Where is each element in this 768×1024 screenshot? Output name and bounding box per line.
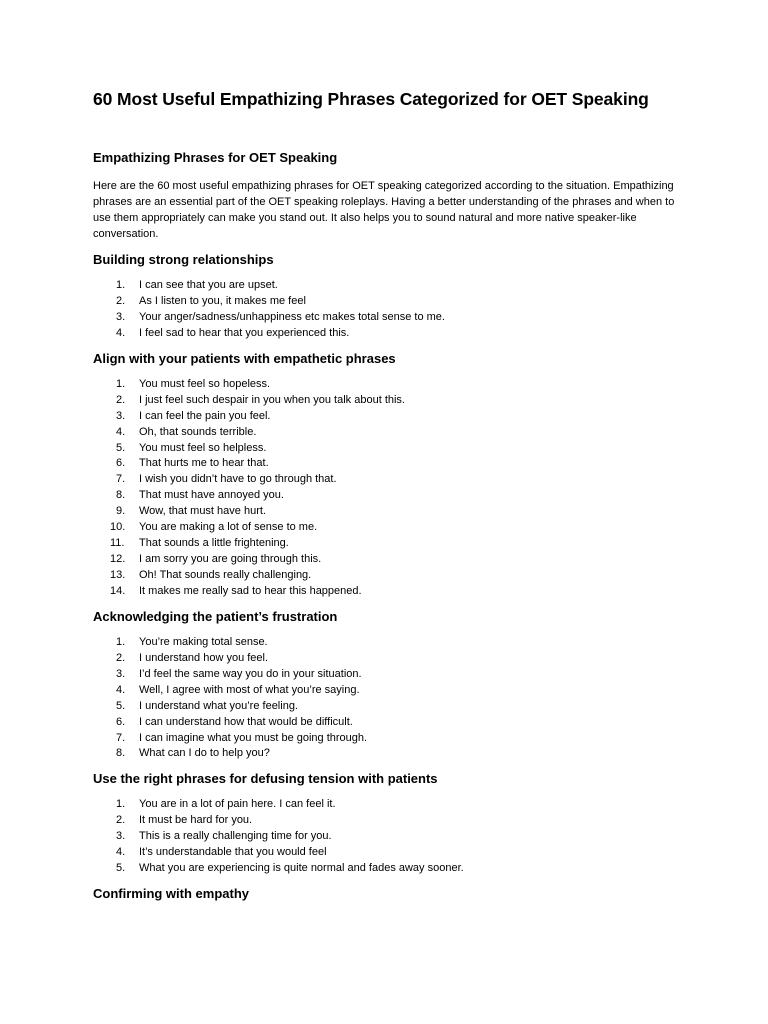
list-item-number: 14. bbox=[110, 584, 126, 597]
list-item bbox=[93, 409, 683, 425]
list-item bbox=[93, 441, 683, 457]
list-item-number: 6. bbox=[116, 457, 126, 470]
document-title: 60 Most Useful Empathizing Phrases Categorized for OET Speaking bbox=[93, 89, 649, 109]
phrase-list bbox=[93, 797, 683, 877]
list-item-number: 3. bbox=[116, 667, 126, 680]
list-item-text: It makes me really sad to hear this happened. bbox=[139, 584, 362, 597]
phrase-list bbox=[93, 278, 683, 342]
list-item bbox=[93, 568, 683, 584]
list-item-number: 13. bbox=[110, 569, 126, 581]
list-item bbox=[93, 635, 683, 651]
list-item-number: 7. bbox=[116, 473, 126, 486]
list-item-text: As I listen to you, it makes me feel bbox=[139, 294, 306, 307]
list-item-number: 4. bbox=[116, 326, 126, 339]
list-item-number: 5. bbox=[116, 699, 126, 712]
section-heading: Acknowledging the patient’s frustration bbox=[93, 608, 338, 624]
list-item-text: I’d feel the same way you do in your situation. bbox=[139, 667, 362, 680]
list-item-text: It’s understandable that you would feel bbox=[139, 846, 327, 859]
list-item-number: 2. bbox=[116, 651, 126, 664]
list-item-text: You must feel so hopeless. bbox=[139, 377, 271, 390]
list-item-number: 9. bbox=[116, 505, 126, 518]
list-item-number: 2. bbox=[116, 814, 126, 827]
document-page bbox=[93, 86, 683, 903]
phrase-section bbox=[93, 608, 683, 763]
list-item bbox=[93, 731, 683, 747]
list-item bbox=[93, 310, 683, 326]
list-item-number: 2. bbox=[116, 393, 126, 406]
list-item bbox=[93, 472, 683, 488]
section-heading: Use the right phrases for defusing tension with patients bbox=[93, 771, 438, 787]
list-item-number: 10. bbox=[110, 521, 126, 534]
list-item-text: I can see that you are upset. bbox=[139, 279, 278, 291]
list-item bbox=[93, 584, 683, 600]
list-item-number: 3. bbox=[116, 830, 126, 843]
list-item-text: You are in a lot of pain here. I can feel it. bbox=[139, 798, 336, 811]
list-item-number: 2. bbox=[116, 294, 126, 307]
list-item bbox=[93, 536, 683, 552]
list-item-text: You must feel so helpless. bbox=[139, 441, 267, 454]
list-item-number: 5. bbox=[116, 862, 126, 875]
list-item bbox=[93, 326, 683, 342]
list-item-number: 7. bbox=[116, 731, 126, 744]
list-item-number: 4. bbox=[116, 846, 126, 859]
list-item-text: What you are experiencing is quite normal and fades away sooner. bbox=[139, 862, 464, 875]
list-item-number: 1. bbox=[116, 798, 126, 811]
list-item-text: I understand how you feel. bbox=[139, 651, 269, 664]
intro-paragraph: Here are the 60 most useful empathizing phrases for OET speaking categorized according to the situation. Empathizing phrases are an essential part of the OET speaking roleplays. Having a better understanding of the phrases and when to use them appropriately can make you stand out. It also helps you to sound natural and more native speaker-like conversation. bbox=[93, 180, 675, 240]
list-item-text: I just feel such despair in you when you talk about this. bbox=[139, 393, 405, 406]
list-item bbox=[93, 504, 683, 520]
list-item bbox=[93, 861, 683, 877]
list-item-number: 8. bbox=[116, 489, 126, 502]
list-item bbox=[93, 488, 683, 504]
list-item-text: That sounds a little frightening. bbox=[139, 537, 289, 550]
list-item-text: I understand what you’re feeling. bbox=[139, 699, 298, 712]
list-item bbox=[93, 813, 683, 829]
list-item-number: 1. bbox=[116, 279, 126, 291]
list-item bbox=[93, 699, 683, 715]
sections-container bbox=[93, 251, 683, 877]
list-item-text: I can feel the pain you feel. bbox=[139, 409, 271, 422]
list-item-text: You are making a lot of sense to me. bbox=[139, 521, 318, 534]
list-item-text: I can imagine what you must be going through. bbox=[139, 731, 368, 744]
list-item bbox=[93, 715, 683, 731]
list-item bbox=[93, 552, 683, 568]
list-item-text: Oh! That sounds really challenging. bbox=[139, 569, 312, 581]
list-item bbox=[93, 667, 683, 683]
list-item-text: That hurts me to hear that. bbox=[139, 457, 269, 470]
list-item-text: Well, I agree with most of what you’re saying. bbox=[139, 683, 360, 696]
list-item bbox=[93, 683, 683, 699]
section-heading: Align with your patients with empathetic phrases bbox=[93, 350, 396, 366]
phrase-list bbox=[93, 377, 683, 600]
list-item bbox=[93, 651, 683, 667]
list-item-text: I can understand how that would be difficult. bbox=[139, 715, 353, 728]
phrase-section bbox=[93, 770, 683, 877]
list-item bbox=[93, 393, 683, 409]
phrase-section bbox=[93, 251, 683, 342]
list-item bbox=[93, 294, 683, 310]
list-item bbox=[93, 845, 683, 861]
list-item-number: 12. bbox=[110, 553, 126, 566]
list-item-text: Oh, that sounds terrible. bbox=[139, 425, 257, 438]
section-title: Empathizing Phrases for OET Speaking bbox=[93, 150, 338, 165]
list-item-number: 3. bbox=[116, 310, 126, 323]
list-item-text: You’re making total sense. bbox=[139, 635, 268, 648]
phrase-section bbox=[93, 350, 683, 600]
list-item-number: 5. bbox=[116, 441, 126, 454]
list-item-number: 1. bbox=[116, 635, 126, 648]
list-item-text: I am sorry you are going through this. bbox=[139, 553, 322, 566]
list-item-text: It must be hard for you. bbox=[139, 814, 253, 827]
list-item bbox=[93, 829, 683, 845]
list-item-number: 4. bbox=[116, 683, 126, 696]
list-item-text: What can I do to help you? bbox=[139, 747, 270, 760]
list-item-number: 3. bbox=[116, 409, 126, 422]
list-item bbox=[93, 456, 683, 472]
list-item-text: This is a really challenging time for you. bbox=[139, 830, 332, 843]
list-item-text: Wow, that must have hurt. bbox=[139, 505, 266, 518]
section-heading: Building strong relationships bbox=[93, 252, 274, 267]
list-item-text: I feel sad to hear that you experienced this. bbox=[139, 326, 350, 339]
list-item bbox=[93, 425, 683, 441]
section-heading-confirming: Confirming with empathy bbox=[93, 886, 249, 902]
list-item-number: 4. bbox=[116, 425, 126, 438]
phrase-list bbox=[93, 635, 683, 763]
list-item bbox=[93, 377, 683, 393]
list-item-number: 8. bbox=[116, 747, 126, 760]
list-item bbox=[93, 278, 683, 294]
list-item bbox=[93, 797, 683, 813]
list-item-number: 6. bbox=[116, 715, 126, 728]
list-item bbox=[93, 520, 683, 536]
list-item bbox=[93, 746, 683, 762]
list-item-text: Your anger/sadness/unhappiness etc makes total sense to me. bbox=[139, 310, 445, 323]
list-item-number: 1. bbox=[116, 377, 126, 390]
list-item-text: I wish you didn’t have to go through that. bbox=[139, 473, 337, 486]
list-item-text: That must have annoyed you. bbox=[139, 489, 284, 502]
list-item-number: 11. bbox=[110, 537, 125, 550]
